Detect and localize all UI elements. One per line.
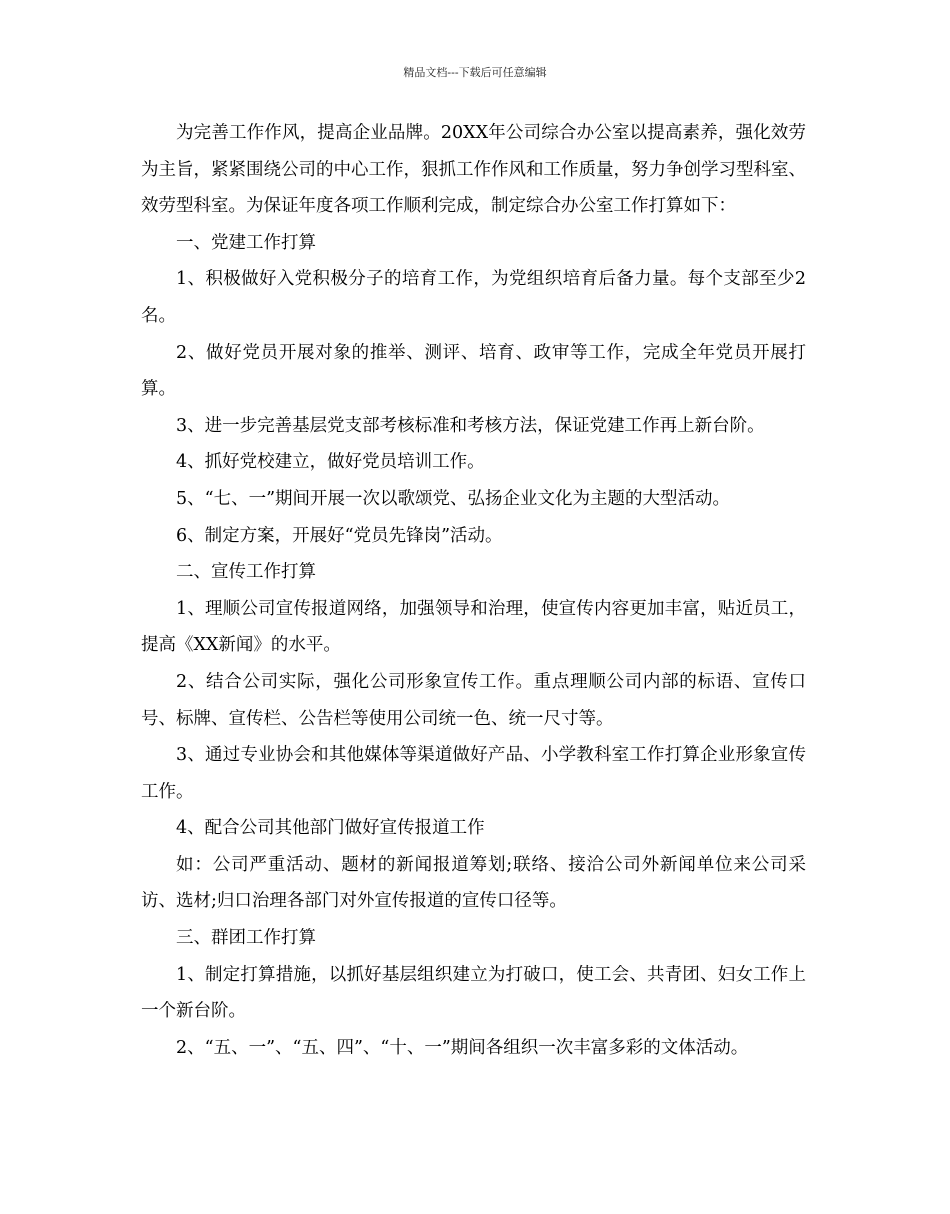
list-item: 5、“七、一”期间开展一次以歌颂党、弘扬企业文化为主题的大型活动。 — [176, 488, 731, 509]
list-item: 1、理顺公司宣传报道网络，加强领导和治理，使宣传内容更加丰富，贴近员工，提高《XX新闻》的水平。 — [141, 598, 806, 656]
list-item: 6、制定方案，开展好“党员先锋岗”活动。 — [176, 525, 503, 546]
list-item: 2、“五、一”、“五、四”、“十、一”期间各组织一次丰富多彩的文体活动。 — [176, 1037, 749, 1058]
list-item: 1、积极做好入党积极分子的培育工作，为党组织培育后备力量。每个支部至少2名。 — [141, 269, 806, 326]
intro-paragraph: 为完善工作作风，提高企业品牌。20XX年公司综合办公室以提高素养，强化效劳为主旨，紧紧围绕公司的中心工作，狠抓工作作风和工作质量，努力争创学习型科室、效劳型科室。为保证年度各项工作顺利完成，制定综合办公室工作打算如下： — [141, 123, 806, 217]
section-heading-group-work: 三、群团工作打算 — [176, 928, 316, 949]
list-item: 2、结合公司实际，强化公司形象宣传工作。重点理顺公司内部的标语、宣传口号、标牌、宣传栏、公告栏等使用公司统一色、统一尺寸等。 — [141, 671, 806, 729]
list-item: 4、抓好党校建立，做好党员培训工作。 — [176, 452, 485, 473]
document-body — [141, 115, 806, 1066]
section-heading-publicity: 二、宣传工作打算 — [176, 562, 316, 583]
list-item: 1、制定打算措施，以抓好基层组织建立为打破口，使工会、共青团、妇女工作上一个新台阶。 — [141, 964, 806, 1022]
list-item: 3、通过专业协会和其他媒体等渠道做好产品、小学教科室工作打算企业形象宣传工作。 — [141, 745, 806, 802]
list-item: 2、做好党员开展对象的推举、测评、培育、政审等工作，完成全年党员开展打算。 — [141, 342, 806, 400]
list-item: 4、配合公司其他部门做好宣传报道工作 — [176, 818, 485, 839]
section-heading-party-building: 一、党建工作打算 — [176, 232, 316, 253]
example-paragraph: 如：公司严重活动、题材的新闻报道筹划;联络、接洽公司外新闻单位来公司采访、选材;归口治理各部门对外宣传报道的宣传口径等。 — [141, 854, 806, 912]
list-item: 3、进一步完善基层党支部考核标准和考核方法，保证党建工作再上新台阶。 — [176, 415, 765, 436]
page-header: 精品文档---下载后可任意编辑 — [403, 66, 547, 79]
